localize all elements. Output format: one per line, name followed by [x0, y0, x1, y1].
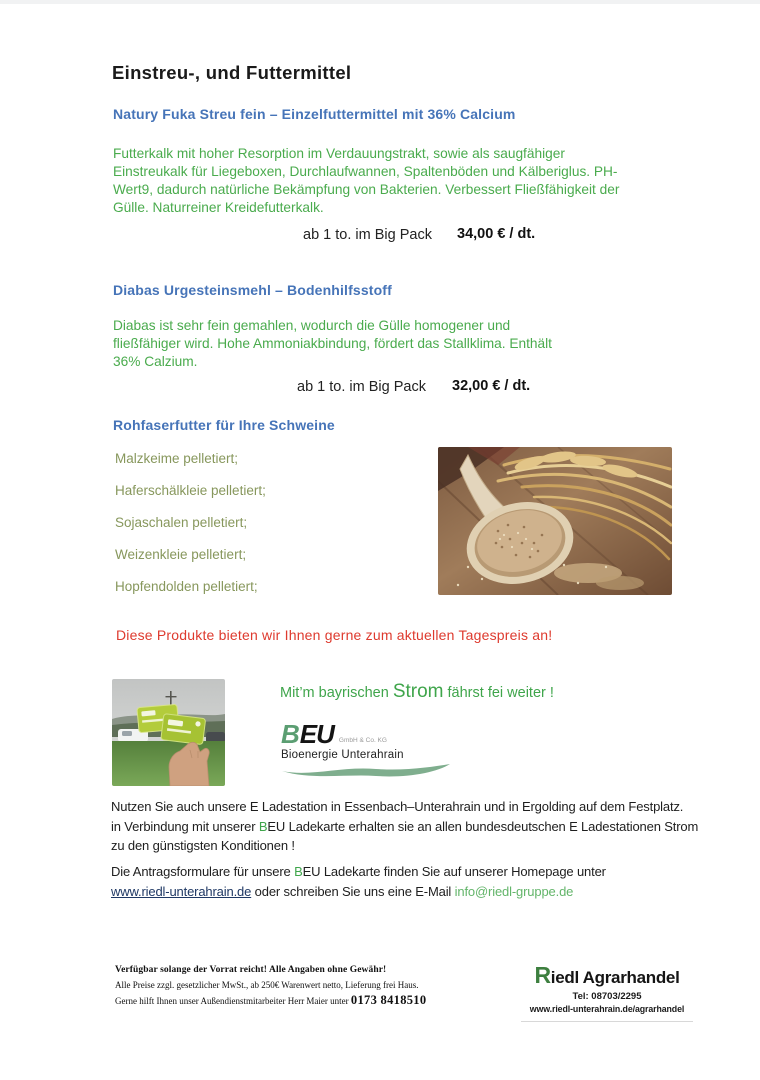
description-line: fließfähiger wird. Hohe Ammoniakbindung, fördert das Stallklima. Enthält [113, 336, 552, 351]
footer-availability-line: Verfügbar solange der Vorrat reicht! Alle Angaben ohne Gewähr! [115, 965, 387, 975]
riedl-logo-phone: Tel: 08703/2295 [572, 990, 642, 1002]
description-line: Gülle. Naturreiner Kreidefutterkalk. [113, 200, 324, 215]
footer-terms [115, 963, 426, 1009]
riedl-website-link[interactable]: www.riedl-unterahrain.de [111, 883, 252, 899]
product-2-description [113, 317, 552, 371]
riedl-logo-initial: R [534, 962, 551, 988]
riedl-logo-website: www.riedl-unterahrain.de/agrarhandel [529, 1003, 685, 1014]
strom-banner-pre: Mit’m bayrischen [280, 685, 393, 701]
ladestation-line-mid: oder schreiben Sie uns eine E-Mail [251, 883, 455, 899]
ladestation-line-pre: in Verbindung mit unserer [111, 818, 259, 834]
product-1-price-qualifier: ab 1 to. im Big Pack [303, 227, 432, 243]
description-line: Einstreukalk für Liegeboxen, Durchlaufwannen, Spaltenböden und Kälberiglus. PH- [113, 164, 618, 179]
ladekarte-photo-graphic [112, 679, 225, 786]
beu-green-initial: B [258, 818, 268, 834]
description-line: Wert9, dadurch natürliche Bekämpfung von Bakterien. Verbessert Fließfähigkeit der [113, 182, 620, 197]
beu-logo-rest: EU [299, 719, 334, 749]
riedl-agrarhandel-logo [521, 961, 693, 1022]
list-item: Malzkeime pelletiert; [115, 451, 239, 466]
ladestation-line [111, 882, 606, 902]
product-2-price-qualifier: ab 1 to. im Big Pack [297, 379, 426, 395]
rohfaser-list [115, 443, 266, 603]
beu-logo-company-suffix: GmbH & Co. KG [338, 737, 387, 745]
sales-phone-number: 0173 8418510 [350, 993, 427, 1007]
ladestation-line [111, 817, 698, 837]
email-link[interactable]: info@riedl-gruppe.de [454, 883, 574, 899]
description-line: Futterkalk mit hoher Resorption im Verdauungstrakt, sowie als saugfähiger [113, 146, 565, 161]
rohfaser-heading: Rohfaserfutter für Ihre Schweine [113, 417, 335, 433]
beu-logo [281, 719, 459, 781]
description-line: 36% Calzium. [113, 354, 198, 369]
ladestation-line-rest: EU Ladekarte finden Sie auf unserer Homepage unter [302, 864, 606, 879]
footer-contact-line [115, 993, 426, 1009]
ladestation-line-pre: Die Antragsformulare für unsere [111, 864, 295, 879]
wheat-bran-photo-graphic [438, 447, 672, 595]
beu-logo-wordmark [281, 719, 459, 749]
strom-banner-emphasis: Strom [392, 681, 444, 702]
strom-banner-post: fährst fei weiter ! [443, 685, 554, 701]
ladestation-line: zu den günstigsten Konditionen ! [111, 838, 295, 853]
list-item: Haferschälkleie pelletiert; [115, 483, 266, 498]
beu-logo-initial: B [281, 719, 300, 749]
ladestation-line [111, 862, 606, 882]
product-1-heading: Natury Fuka Streu fein – Einzelfuttermittel mit 36% Calcium [113, 106, 516, 122]
beu-logo-name: Bioenergie Unterahrain [281, 749, 404, 762]
ladekarte-photo [112, 679, 225, 786]
ladestation-paragraph-2 [111, 862, 606, 901]
page-top-edge [0, 0, 760, 4]
product-1-price: 34,00 € / dt. [457, 226, 536, 242]
list-item: Hopfendolden pelletiert; [115, 579, 258, 594]
footer-contact-pre: Gerne hilft Ihnen unser Außendienstmitarbeiter Herr Maier unter [115, 996, 351, 1006]
product-1-description [113, 145, 619, 217]
beu-swoosh-icon [281, 763, 451, 781]
page-title: Einstreu-, und Futtermittel [112, 62, 352, 83]
footer-prices-line: Alle Preise zzgl. gesetzlicher MwSt., ab 250€ Warenwert netto, Lieferung frei Haus. [115, 980, 419, 990]
riedl-logo-rest: iedl Agrarhandel [550, 968, 680, 987]
beu-green-initial: B [294, 864, 303, 879]
tagespreis-note: Diese Produkte bieten wir Ihnen gerne zum aktuellen Tagespreis an! [116, 627, 553, 643]
ladestation-line: Nutzen Sie auch unsere E Ladestation in Essenbach–Unterahrain und in Ergolding auf dem Festplatz. [111, 799, 684, 814]
ladestation-line-rest: EU Ladekarte erhalten sie an allen bundesdeutschen E Ladestationen Strom [267, 818, 699, 834]
ladestation-paragraph-1 [111, 797, 698, 856]
list-item: Sojaschalen pelletiert; [115, 515, 248, 530]
strom-banner [280, 681, 554, 703]
wheat-bran-photo [438, 447, 672, 595]
description-line: Diabas ist sehr fein gemahlen, wodurch die Gülle homogener und [113, 318, 511, 333]
product-2-price: 32,00 € / dt. [452, 378, 531, 394]
product-2-heading: Diabas Urgesteinsmehl – Bodenhilfsstoff [113, 282, 392, 298]
list-item: Weizenkleie pelletiert; [115, 547, 247, 562]
riedl-logo-wordmark [521, 961, 693, 990]
